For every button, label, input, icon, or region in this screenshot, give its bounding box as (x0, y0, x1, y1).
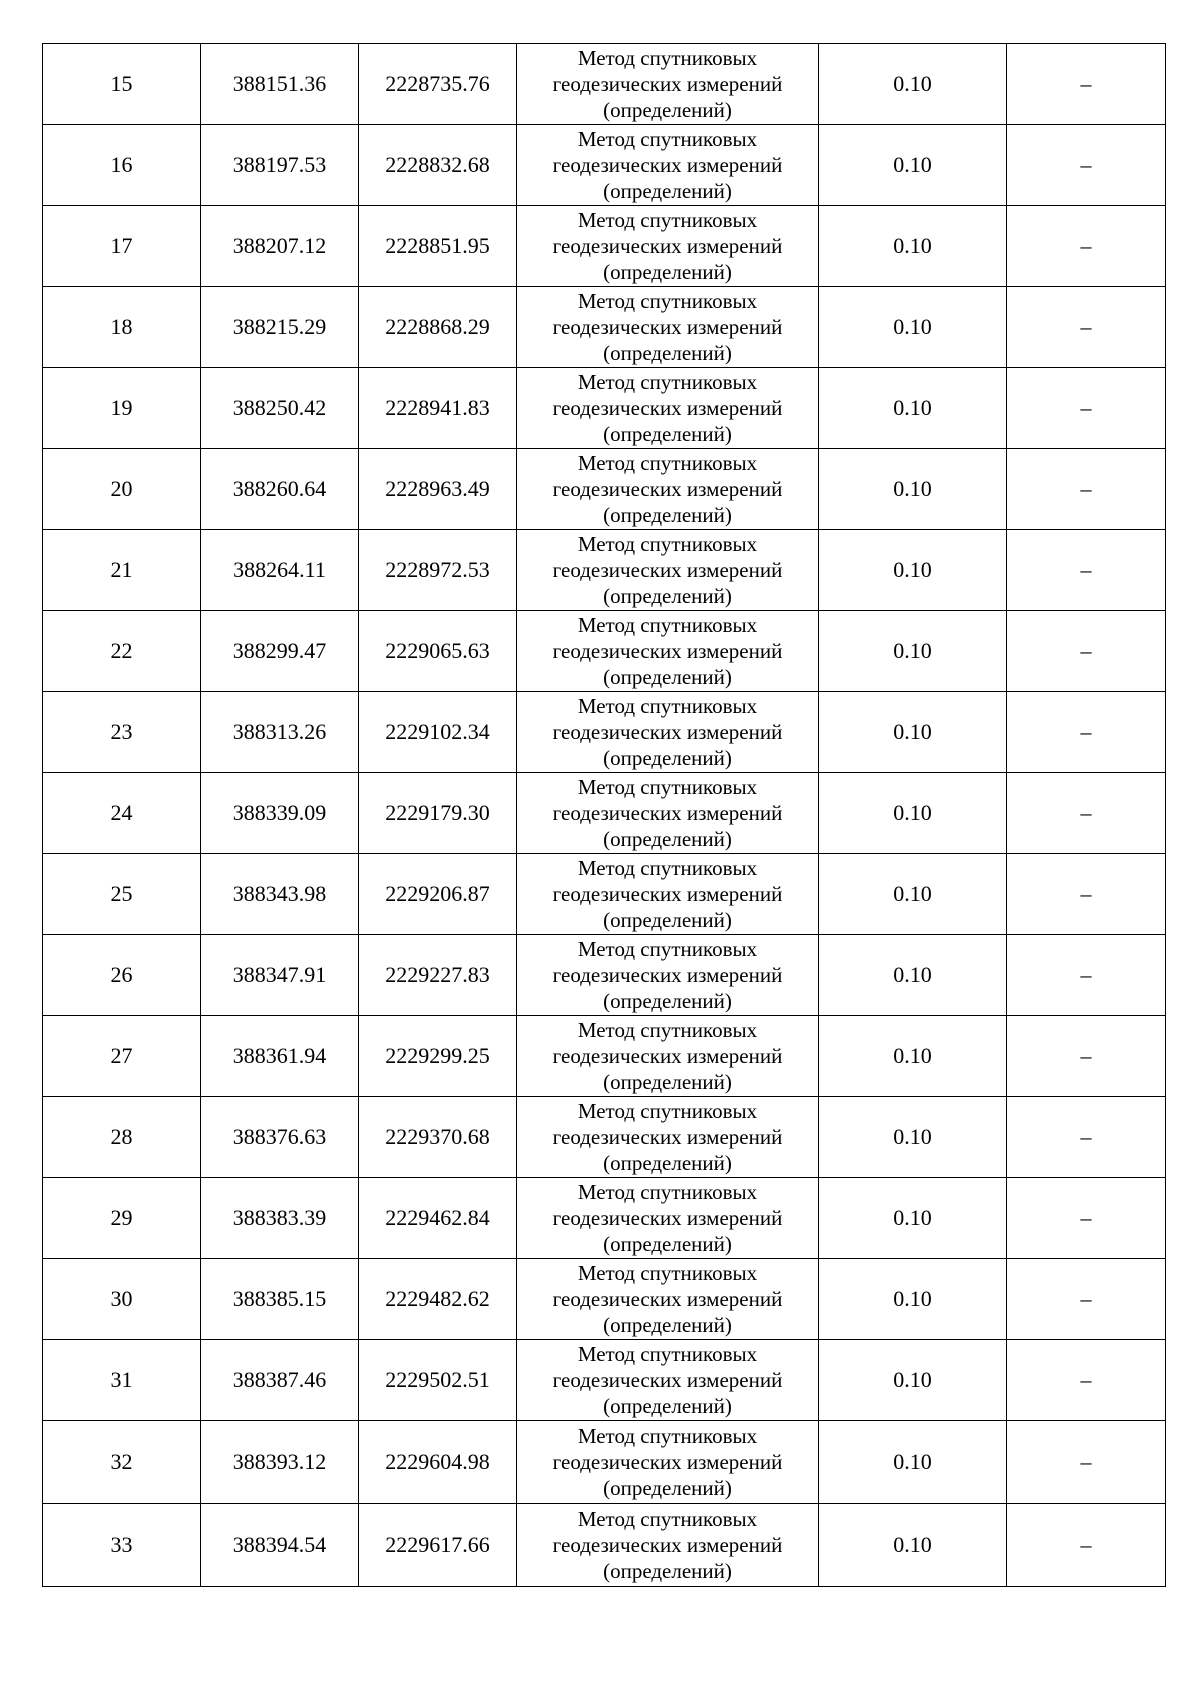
table-row (43, 773, 1166, 854)
coordinate-x-cell: 388151.36 (201, 44, 359, 125)
method-text-line: (определений) (603, 1232, 732, 1256)
coordinate-y-cell: 2229604.98 (359, 1421, 517, 1504)
method-text-line: (определений) (603, 260, 732, 284)
method-cell (517, 449, 819, 530)
table-row (43, 854, 1166, 935)
method-text-line: геодезических измерений (552, 963, 783, 987)
method-cell (517, 287, 819, 368)
coordinate-y-cell: 2228832.68 (359, 125, 517, 206)
coordinate-y-cell: 2228868.29 (359, 287, 517, 368)
method-text-line: геодезических измерений (552, 153, 783, 177)
coordinate-x-cell: 388361.94 (201, 1016, 359, 1097)
note-cell: – (1007, 1259, 1166, 1340)
point-number-cell: 31 (43, 1340, 201, 1421)
method-text-line: Метод спутниковых (577, 289, 758, 313)
point-number-cell: 24 (43, 773, 201, 854)
table-row (43, 1340, 1166, 1421)
accuracy-cell: 0.10 (819, 854, 1007, 935)
method-cell (517, 44, 819, 125)
table-row (43, 530, 1166, 611)
coordinate-y-cell: 2228735.76 (359, 44, 517, 125)
method-text-line: (определений) (603, 1476, 732, 1500)
method-text-line: геодезических измерений (552, 315, 783, 339)
method-text-line: (определений) (603, 1559, 732, 1583)
table-row (43, 935, 1166, 1016)
note-cell: – (1007, 1340, 1166, 1421)
accuracy-cell: 0.10 (819, 449, 1007, 530)
note-cell: – (1007, 206, 1166, 287)
coordinate-x-cell: 388347.91 (201, 935, 359, 1016)
accuracy-cell: 0.10 (819, 935, 1007, 1016)
method-cell (517, 773, 819, 854)
note-cell: – (1007, 368, 1166, 449)
table-row (43, 44, 1166, 125)
method-text-line: геодезических измерений (552, 639, 783, 663)
table-row (43, 1097, 1166, 1178)
method-text-line: геодезических измерений (552, 801, 783, 825)
coordinate-y-cell: 2229102.34 (359, 692, 517, 773)
table-row (43, 368, 1166, 449)
method-text-line: (определений) (603, 1070, 732, 1094)
point-number-cell: 20 (43, 449, 201, 530)
coordinate-x-cell: 388383.39 (201, 1178, 359, 1259)
method-text-line: Метод спутниковых (577, 1099, 758, 1123)
point-number-cell: 32 (43, 1421, 201, 1504)
method-text-line: Метод спутниковых (577, 46, 758, 70)
coordinate-y-cell: 2228972.53 (359, 530, 517, 611)
method-text-line: (определений) (603, 584, 732, 608)
method-text-line: Метод спутниковых (577, 1507, 758, 1531)
accuracy-cell: 0.10 (819, 1421, 1007, 1504)
table-row (43, 1178, 1166, 1259)
coordinate-y-cell: 2229462.84 (359, 1178, 517, 1259)
method-text-line: (определений) (603, 989, 732, 1013)
coordinates-table (42, 43, 1166, 1587)
table-row (43, 206, 1166, 287)
point-number-cell: 17 (43, 206, 201, 287)
coordinate-y-cell: 2229370.68 (359, 1097, 517, 1178)
method-text-line: геодезических измерений (552, 234, 783, 258)
method-text-line: (определений) (603, 827, 732, 851)
method-text-line: (определений) (603, 746, 732, 770)
point-number-cell: 26 (43, 935, 201, 1016)
coordinate-y-cell: 2229065.63 (359, 611, 517, 692)
method-text-line: (определений) (603, 179, 732, 203)
note-cell: – (1007, 1504, 1166, 1587)
coordinate-x-cell: 388207.12 (201, 206, 359, 287)
accuracy-cell: 0.10 (819, 368, 1007, 449)
note-cell: – (1007, 1097, 1166, 1178)
method-text-line: геодезических измерений (552, 882, 783, 906)
coordinate-y-cell: 2229617.66 (359, 1504, 517, 1587)
method-cell (517, 1340, 819, 1421)
method-text-line: Метод спутниковых (577, 127, 758, 151)
method-text-line: Метод спутниковых (577, 532, 758, 556)
point-number-cell: 28 (43, 1097, 201, 1178)
method-text-line: Метод спутниковых (577, 370, 758, 394)
point-number-cell: 27 (43, 1016, 201, 1097)
note-cell: – (1007, 530, 1166, 611)
method-text-line: (определений) (603, 908, 732, 932)
method-text-line: Метод спутниковых (577, 1180, 758, 1204)
method-text-line: геодезических измерений (552, 720, 783, 744)
coordinate-x-cell: 388313.26 (201, 692, 359, 773)
method-cell (517, 935, 819, 1016)
point-number-cell: 19 (43, 368, 201, 449)
method-text-line: Метод спутниковых (577, 1342, 758, 1366)
point-number-cell: 30 (43, 1259, 201, 1340)
accuracy-cell: 0.10 (819, 773, 1007, 854)
point-number-cell: 18 (43, 287, 201, 368)
coordinate-x-cell: 388339.09 (201, 773, 359, 854)
point-number-cell: 15 (43, 44, 201, 125)
method-cell (517, 368, 819, 449)
method-text-line: геодезических измерений (552, 72, 783, 96)
table-row (43, 125, 1166, 206)
table-row (43, 1259, 1166, 1340)
method-text-line: геодезических измерений (552, 477, 783, 501)
table-row (43, 287, 1166, 368)
method-text-line: (определений) (603, 665, 732, 689)
coordinate-x-cell: 388197.53 (201, 125, 359, 206)
coordinate-y-cell: 2229206.87 (359, 854, 517, 935)
method-text-line: геодезических измерений (552, 1287, 783, 1311)
coordinate-x-cell: 388394.54 (201, 1504, 359, 1587)
method-text-line: Метод спутниковых (577, 451, 758, 475)
method-cell (517, 854, 819, 935)
accuracy-cell: 0.10 (819, 125, 1007, 206)
coordinate-y-cell: 2229227.83 (359, 935, 517, 1016)
method-text-line: Метод спутниковых (577, 1261, 758, 1285)
accuracy-cell: 0.10 (819, 530, 1007, 611)
method-text-line: (определений) (603, 341, 732, 365)
note-cell: – (1007, 854, 1166, 935)
method-text-line: (определений) (603, 1313, 732, 1337)
method-cell (517, 1016, 819, 1097)
table-row (43, 1421, 1166, 1504)
coordinate-y-cell: 2228941.83 (359, 368, 517, 449)
accuracy-cell: 0.10 (819, 692, 1007, 773)
point-number-cell: 22 (43, 611, 201, 692)
accuracy-cell: 0.10 (819, 44, 1007, 125)
method-text-line: геодезических измерений (552, 396, 783, 420)
coordinate-x-cell: 388393.12 (201, 1421, 359, 1504)
method-cell (517, 1178, 819, 1259)
point-number-cell: 16 (43, 125, 201, 206)
method-cell (517, 1259, 819, 1340)
method-text-line: геодезических измерений (552, 1044, 783, 1068)
coordinate-x-cell: 388260.64 (201, 449, 359, 530)
note-cell: – (1007, 125, 1166, 206)
method-text-line: Метод спутниковых (577, 937, 758, 961)
method-cell (517, 530, 819, 611)
point-number-cell: 33 (43, 1504, 201, 1587)
method-text-line: геодезических измерений (552, 1368, 783, 1392)
method-text-line: Метод спутниковых (577, 856, 758, 880)
method-text-line: Метод спутниковых (577, 613, 758, 637)
table-row (43, 1504, 1166, 1587)
accuracy-cell: 0.10 (819, 611, 1007, 692)
method-text-line: Метод спутниковых (577, 208, 758, 232)
note-cell: – (1007, 611, 1166, 692)
method-cell (517, 206, 819, 287)
method-text-line: Метод спутниковых (577, 694, 758, 718)
method-text-line: геодезических измерений (552, 1533, 783, 1557)
note-cell: – (1007, 1178, 1166, 1259)
method-text-line: (определений) (603, 422, 732, 446)
note-cell: – (1007, 692, 1166, 773)
method-text-line: геодезических измерений (552, 1125, 783, 1149)
method-text-line: геодезических измерений (552, 558, 783, 582)
table-row (43, 449, 1166, 530)
coordinate-x-cell: 388385.15 (201, 1259, 359, 1340)
method-text-line: (определений) (603, 1394, 732, 1418)
note-cell: – (1007, 1016, 1166, 1097)
note-cell: – (1007, 449, 1166, 530)
accuracy-cell: 0.10 (819, 206, 1007, 287)
coordinate-y-cell: 2229482.62 (359, 1259, 517, 1340)
accuracy-cell: 0.10 (819, 1016, 1007, 1097)
accuracy-cell: 0.10 (819, 1097, 1007, 1178)
accuracy-cell: 0.10 (819, 1178, 1007, 1259)
method-text-line: Метод спутниковых (577, 1018, 758, 1042)
point-number-cell: 21 (43, 530, 201, 611)
point-number-cell: 29 (43, 1178, 201, 1259)
table-row (43, 692, 1166, 773)
accuracy-cell: 0.10 (819, 1340, 1007, 1421)
method-text-line: геодезических измерений (552, 1206, 783, 1230)
method-text-line: (определений) (603, 98, 732, 122)
method-cell (517, 1097, 819, 1178)
coordinate-y-cell: 2229179.30 (359, 773, 517, 854)
method-cell (517, 692, 819, 773)
point-number-cell: 25 (43, 854, 201, 935)
method-text-line: геодезических измерений (552, 1450, 783, 1474)
method-text-line: Метод спутниковых (577, 775, 758, 799)
method-text-line: (определений) (603, 503, 732, 527)
note-cell: – (1007, 773, 1166, 854)
coordinate-y-cell: 2228963.49 (359, 449, 517, 530)
method-cell (517, 1421, 819, 1504)
accuracy-cell: 0.10 (819, 1259, 1007, 1340)
method-text-line: (определений) (603, 1151, 732, 1175)
note-cell: – (1007, 287, 1166, 368)
method-cell (517, 125, 819, 206)
coordinates-table-body (43, 44, 1166, 1587)
table-row (43, 1016, 1166, 1097)
coordinate-x-cell: 388215.29 (201, 287, 359, 368)
note-cell: – (1007, 44, 1166, 125)
note-cell: – (1007, 935, 1166, 1016)
method-cell (517, 611, 819, 692)
coordinate-x-cell: 388343.98 (201, 854, 359, 935)
coordinate-x-cell: 388387.46 (201, 1340, 359, 1421)
accuracy-cell: 0.10 (819, 287, 1007, 368)
note-cell: – (1007, 1421, 1166, 1504)
coordinate-x-cell: 388250.42 (201, 368, 359, 449)
point-number-cell: 23 (43, 692, 201, 773)
coordinate-y-cell: 2228851.95 (359, 206, 517, 287)
coordinate-y-cell: 2229299.25 (359, 1016, 517, 1097)
coordinate-x-cell: 388264.11 (201, 530, 359, 611)
accuracy-cell: 0.10 (819, 1504, 1007, 1587)
table-row (43, 611, 1166, 692)
coordinate-y-cell: 2229502.51 (359, 1340, 517, 1421)
method-cell (517, 1504, 819, 1587)
coordinate-x-cell: 388299.47 (201, 611, 359, 692)
coordinate-x-cell: 388376.63 (201, 1097, 359, 1178)
method-text-line: Метод спутниковых (577, 1424, 758, 1448)
